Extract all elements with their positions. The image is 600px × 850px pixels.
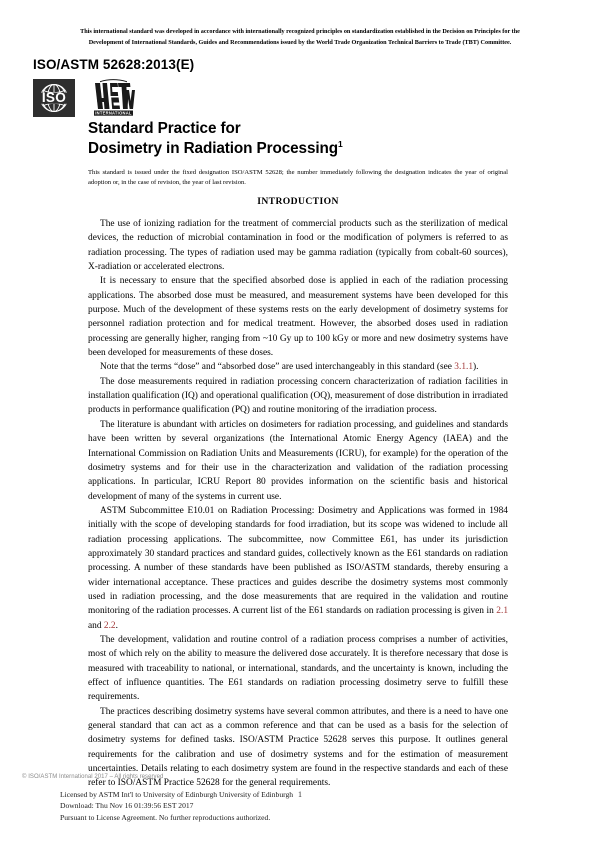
tbt-banner-line-1: This international standard was developed in accordance with internationally recognized principles on standardization established in the Decision on Principles for the — [80, 28, 520, 35]
title-line-2-text: Dosimetry in Radiation Processing — [88, 139, 339, 157]
paragraph: The dose measurements required in radiation processing concern characterization of radiation facilities in installation qualification (IQ) and operational qualification (OQ), measurement of dose distribution in irradiated products in performance qualification (PQ) and routine monitoring of the irradiation process. — [88, 376, 508, 416]
svg-text:ISO: ISO — [41, 90, 67, 106]
astm-logo — [91, 79, 136, 119]
svg-text:INTERNATIONAL: INTERNATIONAL — [95, 110, 132, 116]
paragraph: The use of ionizing radiation for the treatment of commercial products such as the sterilization of medical devices, the reduction of microbial contamination in food or the modification of polymers is referred to as radiation processing. The types of radiation used may be gamma radiation (typically from cobalt-60 sources), X-radiation or accelerated electrons. — [88, 219, 508, 273]
paragraph: ASTM Subcommittee E10.01 on Radiation Processing: Dosimetry and Applications was formed in 1984 initially with the scope of developing standards for food irradiation, but its scope was widened to include all radiation processing applications. The subcommittee, now Committee E61, has under its jurisdiction approximately 30 standard practices and standard guides, collectively known as the E61 standards on radiation processing. A number of these standards have been published as ISO/ASTM standards, thereby ensuring a wider international acceptance. These practices and guides describe the dosimetry systems most commonly used in radiation processing, and the dose measurements that are required in the validation and routine monitoring of the radiation processes. A current list of the E61 standards on radiation processing is given in 2.1 and 2.2. — [88, 505, 508, 631]
license-line-1: Licensed by ASTM Int'l to University of Edinburgh University of Edinburgh — [60, 790, 294, 799]
paragraph: The literature is abundant with articles on dosimeters for radiation processing, and guidelines and standards have been written by several organizations (the International Atomic Energy Agency (IAEA) and the International Commission on Radiation Units and Measurements (ICRU), for example) for the operation of the dosimetry systems and for their use in the characterization and validation of the radiation processing applications. In particular, ICRU Report 80 provides information on the scientific basis and historical development of many of the systems in current use. — [88, 419, 508, 502]
cross-reference-link[interactable]: 3.1.1 — [454, 362, 474, 373]
tbt-banner-line-2: Development of International Standards, Guides and Recommendations issued by the World Trade Organization Technical Barriers to Trade (TBT) Committee. — [88, 38, 512, 46]
license-line-2: Download: Thu Nov 16 01:39:56 EST 2017 — [60, 801, 194, 811]
cross-reference-link[interactable]: 2.1 — [496, 606, 508, 617]
iso-logo — [33, 79, 75, 117]
introduction-body — [88, 217, 508, 791]
paragraph: Note that the terms “dose” and “absorbed dose” are used interchangeably in this standard (see 3.1.1). — [100, 362, 479, 373]
title-footnote-marker: 1 — [338, 138, 343, 149]
page-number: 1 — [298, 790, 302, 799]
issued-under-designation-note: This standard is issued under the fixed designation ISO/ASTM 52628; the number immediately following the designation indicates the year of original adoption or, in the case of revision, the year of last revision. — [88, 169, 508, 186]
iso-globe-icon — [33, 79, 75, 117]
paragraph: The development, validation and routine control of a radiation process comprises a number of activities, most of which rely on the ability to measure the delivered dose accurately. It is therefore necessary that dose is measured with traceability to national, or international, standards, and the uncertainty is known, including the effect of influence quantities. The E61 standards on radiation processing dosimetry serve to fulfill these requirements. — [88, 634, 508, 703]
license-line-3: Pursuant to License Agreement. No further reproductions authorized. — [60, 812, 271, 822]
logo-row — [33, 79, 136, 119]
page-title — [88, 119, 508, 158]
title-line-1: Standard Practice for — [88, 120, 241, 137]
title-line-2 — [88, 139, 508, 159]
introduction-heading: INTRODUCTION — [257, 196, 339, 207]
paragraph: The practices describing dosimetry systems have several common attributes, and there is a need to have one general standard that can act as a common reference and that can be used as a basis for the selection of dosimetry systems for defined tasks. ISO/ASTM Practice 52628 serves this purpose. It outlines general requirements for the calibration and use of dosimetry systems and for the estimation of measurement uncertainties. Details relating to each dosimetry system are found in the respective standards and each of these refer to ISO/ASTM Practice 52628 for the general requirements. — [88, 706, 508, 789]
tbt-banner — [33, 27, 567, 48]
cross-reference-link[interactable]: 2.2 — [103, 620, 116, 631]
astm-monogram-icon — [91, 79, 136, 119]
standard-designation: ISO/ASTM 52628:2013(E) — [33, 57, 195, 72]
paragraph: It is necessary to ensure that the specified absorbed dose is applied in each of the radiation processing applications. The absorbed dose must be measured, and measurement systems have been developed for this purpose. Much of the development of these systems rests on the early development of dosimetry systems for personnel radiation protection and for medical treatment. However, the absorbed doses used in radiation processing are generally higher, ranging from ~10 Gy up to 100 kGy or more and new dosimetry systems have been developed for measurements of these doses. — [88, 276, 508, 359]
copyright-notice: © ISO/ASTM International 2017 – All rights reserved — [22, 774, 164, 780]
